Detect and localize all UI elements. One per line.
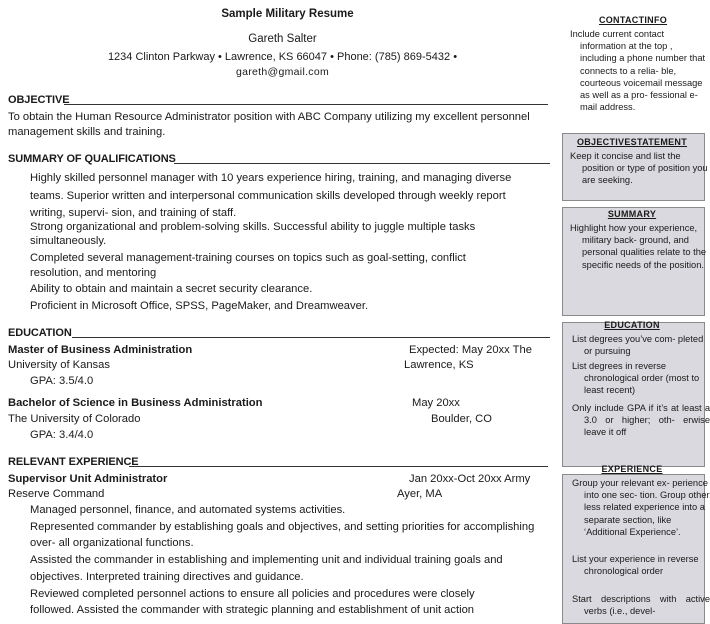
qualifications-rule	[174, 163, 550, 164]
qualification-item: Highly skilled personnel manager with 10 years experience hiring, training, and managing diverse teams. Superior written and interpersonal communication skills developed through weekly report writing, supervi- sion, and training of staff.	[30, 172, 512, 219]
job-org: Reserve Command	[8, 488, 105, 500]
qualification-item: Proficient in Microsoft Office, SPSS, PageMaker, and Dreamweaver.	[30, 300, 369, 312]
experience-item: Represented commander by establishing goals and objectives, and setting priorities for accomplishing over- all organizational functions.	[30, 521, 535, 549]
sidebar-objective-text: Keep it concise and list the position or type of position you are seeking.	[570, 151, 708, 186]
sidebar-experience-item: Start descriptions with active verbs (i.e., devel-	[572, 594, 710, 617]
sidebar-education-item: List degrees in reverse chronological order (most to least recent)	[572, 361, 700, 396]
sidebar-experience-item: Group your relevant ex- perience into one sec- tion. Group other less related experience into a separate section, like ‘Additional Experience’.	[572, 478, 710, 537]
objective-text: To obtain the Human Resource Administrator position with ABC Company utilizing my excellent personnel management skills and training.	[8, 111, 530, 138]
gpa: GPA: 3.4/4.0	[30, 429, 94, 441]
objective-rule	[64, 104, 548, 105]
sidebar-summary-text: Highlight how your experience, military back- ground, and personal qualities relate to the specific needs of the position.	[570, 223, 707, 270]
experience-item: Managed personnel, finance, and automated systems activities.	[30, 504, 346, 516]
school-location: Lawrence, KS	[404, 359, 474, 371]
job-location: Ayer, MA	[397, 488, 443, 500]
sidebar-education-item: List degrees you’ve com- pleted or pursuing	[572, 334, 704, 357]
address-line: 1234 Clinton Parkway • Lawrence, KS 66047 • Phone: (785) 869-5432 •	[107, 51, 458, 63]
sidebar-contact-heading: CONTACTINFO	[598, 15, 668, 25]
resume-title: Sample Military Resume	[221, 8, 354, 20]
degree-date: Expected: May 20xx The	[409, 344, 532, 356]
degree-title: Bachelor of Science in Business Administration	[8, 397, 263, 409]
gpa: GPA: 3.5/4.0	[30, 375, 94, 387]
qualification-item: Completed several management-training courses on topics such as goal-setting, conflict resolution, and mentoring	[30, 252, 466, 279]
sidebar-education-item: Only include GPA if it’s at least a 3.0 or higher; oth- erwise leave it off	[572, 403, 710, 438]
experience-rule	[129, 466, 548, 467]
objective-heading: OBJECTIVE	[8, 94, 70, 106]
sidebar-contact-text: Include current contact information at the top , including a phone number that connects to a relia- ble, courteous voicemail message as well as a pro- fessional e-mail address.	[570, 29, 706, 113]
degree-title: Master of Business Administration	[8, 344, 193, 356]
qualification-item: Ability to obtain and maintain a secret security clearance.	[30, 283, 313, 295]
education-heading: EDUCATION	[8, 327, 72, 339]
sidebar-summary-heading: SUMMARY	[607, 209, 657, 219]
experience-heading: RELEVANT EXPERIENCE	[8, 456, 139, 468]
school-name: The University of Colorado	[8, 413, 141, 425]
job-dates: Jan 20xx-Oct 20xx Army	[409, 473, 531, 485]
school-location: Boulder, CO	[431, 413, 492, 425]
school-name: University of Kansas	[8, 359, 110, 371]
sidebar-experience-item: List your experience in reverse chronological order	[572, 554, 699, 577]
email-line: gareth@gmail.com	[235, 66, 330, 78]
sidebar-objective-heading: OBJECTIVESTATEMENT	[576, 137, 688, 147]
candidate-name: Gareth Salter	[248, 33, 317, 45]
job-title: Supervisor Unit Administrator	[8, 473, 168, 485]
sidebar-education-heading: EDUCATION	[604, 320, 660, 330]
qualifications-heading: SUMMARY OF QUALIFICATIONS	[8, 153, 176, 165]
experience-item: Reviewed completed personnel actions to ensure all policies and procedures were closely followed. Assisted the commander with strategic planning and establishment of unit action	[30, 588, 475, 616]
sidebar-experience-heading: EXPERIENCE	[601, 464, 663, 474]
education-rule	[72, 337, 550, 338]
degree-date: May 20xx	[412, 397, 460, 409]
qualification-item: Strong organizational and problem-solving skills. Successful ability to juggle multiple tasks simultaneously.	[30, 221, 476, 247]
experience-item: Assisted the commander in establishing and implementing unit and individual training goals and objectives. Interpreted training directives and guidance.	[30, 554, 503, 583]
